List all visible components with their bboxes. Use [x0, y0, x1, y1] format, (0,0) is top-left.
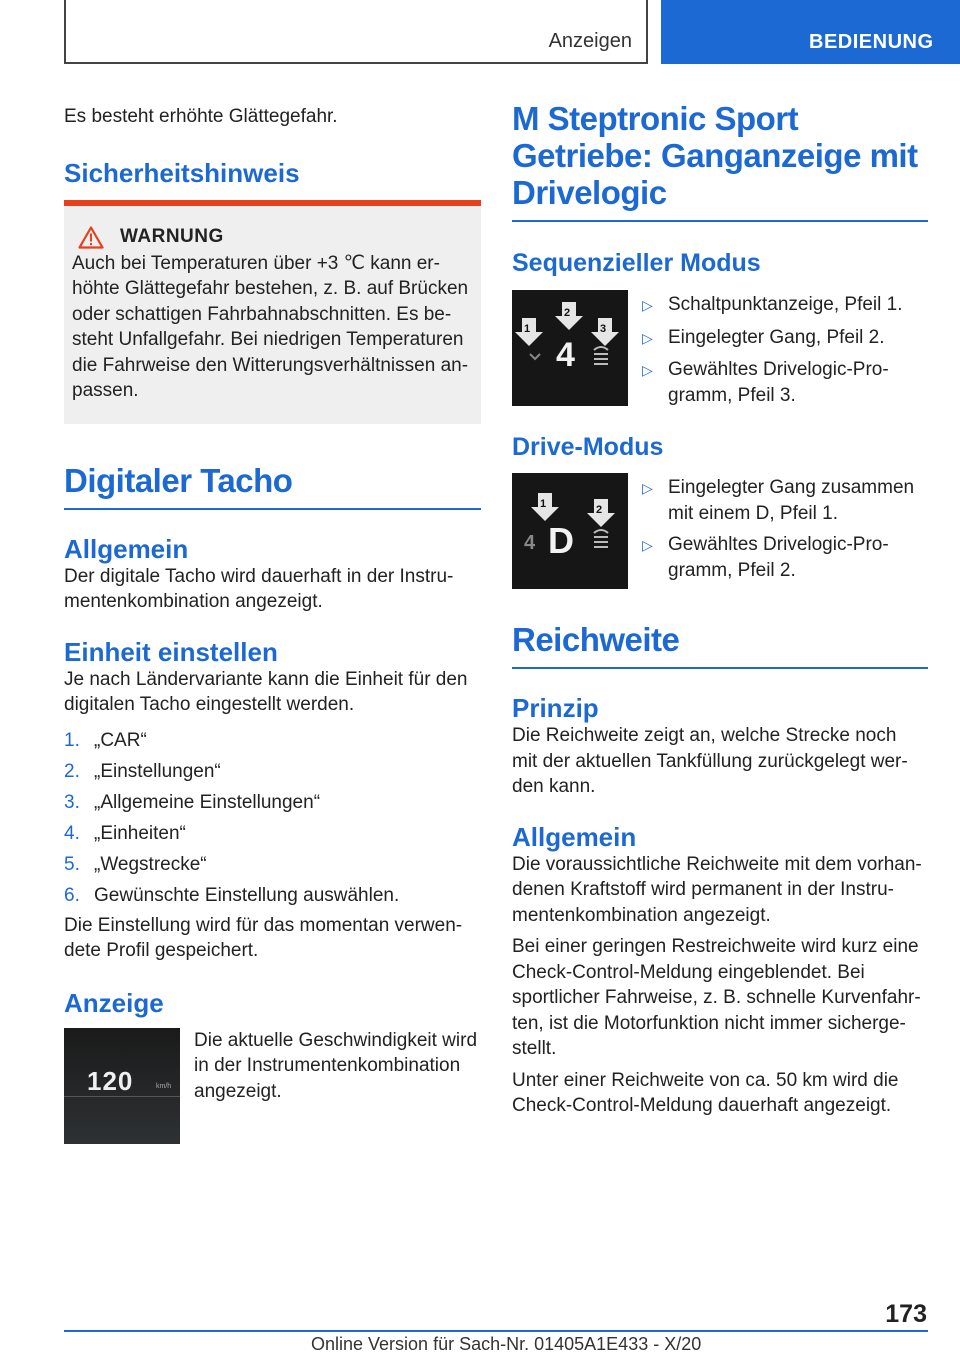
warning-triangle-icon — [78, 226, 104, 249]
intro-text: Es besteht erhöhte Glättegefahr. — [64, 106, 338, 127]
warning-body — [72, 251, 473, 404]
prinzip-line: mit der aktuellen Tankfüllung zurückgelegt wer‐ — [512, 750, 908, 772]
triangle-bullet-icon: ▷ — [642, 329, 653, 346]
header-chapter-label: BEDIENUNG — [809, 31, 934, 53]
list-item: ▷ Gewähltes Drivelogic-Pro‐ gramm, Pfeil 2. — [642, 532, 914, 583]
svg-text:2: 2 — [564, 307, 571, 319]
warning-box — [64, 200, 481, 424]
page-number: 173 — [885, 1300, 927, 1328]
warning-line: steht Unfallgefahr. Bei niedrigen Temperaturen — [72, 329, 464, 350]
prinzip-heading: Prinzip — [512, 693, 599, 723]
allgemein-line: Der digitale Tacho wird dauerhaft in der Instru‐ — [64, 565, 454, 587]
allgemein2-line: Die voraussichtliche Reichweite mit dem vorhan‐ — [512, 853, 922, 875]
allgemein2-line: sportlicher Fahrweise, z. B. schnelle Kurvenfahr‐ — [512, 987, 921, 1008]
svg-text:1: 1 — [540, 498, 547, 510]
saved-line: Die Einstellung wird für das momentan verwen‐ — [64, 914, 463, 936]
warning-line: passen. — [72, 380, 139, 401]
allgemein2-line: stellt. — [512, 1038, 557, 1059]
seq-heading: Sequenzieller Modus — [512, 249, 761, 277]
list-item: ▷ Schaltpunktanzeige, Pfeil 1. — [642, 292, 903, 319]
anzeige-line: angezeigt. — [194, 1080, 282, 1102]
allgemein2-line: denen Kraftstoff wird permanent in der Instru‐ — [512, 879, 894, 900]
drive-heading: Drive-Modus — [512, 433, 664, 461]
m-steptronic-title: M Steptronic Sport Getriebe: Ganganzeige mit Drivelogic — [512, 100, 928, 222]
list-item: 1. „CAR“ — [64, 729, 147, 751]
seq-row — [512, 290, 928, 414]
anzeige-line: in der Instrumentenkombination — [194, 1055, 461, 1076]
allgemein2-line: Check-Control-Meldung dauerhaft angezeigt. — [512, 1095, 892, 1116]
list-item: 4. „Einheiten“ — [64, 822, 186, 844]
seq-list — [642, 290, 903, 414]
anzeige-row — [64, 1028, 481, 1144]
sequential-gear-display-image — [512, 290, 628, 406]
speed-value: 120 — [87, 1065, 134, 1096]
allgemein2-line: ten, ist die Motorfunktion nicht immer sicherge‐ — [512, 1012, 906, 1034]
allgemein-heading: Allgemein — [64, 533, 189, 564]
allgemein2-line: Unter einer Reichweite von ca. 50 km wird die — [512, 1069, 899, 1091]
allgemein2-heading: Allgemein — [512, 821, 637, 852]
allgemein2-line: mentenkombination angezeigt. — [512, 904, 771, 926]
reichweite-title: Reichweite — [512, 621, 928, 669]
header-section-label: Anzeigen — [548, 30, 632, 52]
list-item: 5. „Wegstrecke“ — [64, 853, 207, 875]
svg-text:2: 2 — [596, 504, 603, 516]
list-item: ▷ Eingelegter Gang zusammen mit einem D, Pfeil 1. — [642, 475, 914, 526]
einheit-line: Je nach Ländervariante kann die Einheit für den — [64, 668, 468, 690]
prinzip-line: den kann. — [512, 776, 596, 797]
left-column — [64, 100, 481, 1144]
header-chapter-tab — [661, 0, 960, 64]
einheit-heading: Einheit einstellen — [64, 636, 278, 667]
seq-gear-value: 4 — [556, 336, 575, 374]
tacho-title: Digitaler Tacho — [64, 462, 481, 510]
allgemein2-line: Check-Control-Meldung eingeblendet. Bei — [512, 961, 865, 983]
drive-gear-display-image — [512, 473, 628, 589]
list-item: ▷ Gewähltes Drivelogic-Pro‐ gramm, Pfeil 3. — [642, 357, 903, 408]
warning-line: die Fahrweise den Witterungsverhältnissen an‐ — [72, 354, 469, 376]
footer-text: Online Version für Sach-Nr. 01405A1E433 - X/20 — [311, 1334, 702, 1354]
warning-line: oder schattigen Fahrbahnabschnitten. Es be‐ — [72, 303, 452, 325]
warning-title: WARNUNG — [120, 226, 224, 247]
right-column — [512, 100, 928, 1119]
triangle-bullet-icon: ▷ — [642, 297, 653, 313]
drive-list — [642, 473, 914, 589]
warning-line: höhte Glättegefahr bestehen, z. B. auf Brücken — [72, 278, 469, 299]
list-item: 2. „Einstellungen“ — [64, 760, 221, 782]
anzeige-heading: Anzeige — [64, 987, 164, 1018]
triangle-bullet-icon: ▷ — [642, 362, 653, 378]
prinzip-line: Die Reichweite zeigt an, welche Strecke noch — [512, 725, 897, 746]
drive-row — [512, 473, 928, 589]
drive-mode-value: D — [548, 520, 574, 561]
safety-heading: Sicherheitshinweis — [64, 157, 300, 188]
allgemein2-line: Bei einer geringen Restreichweite wird kurz eine — [512, 936, 919, 957]
header-section-tab — [64, 0, 648, 64]
triangle-bullet-icon: ▷ — [642, 537, 653, 553]
speed-unit: km/h — [156, 1082, 172, 1090]
list-item: 3. „Allgemeine Einstellungen“ — [64, 791, 321, 813]
warning-line: Auch bei Temperaturen über +3 ℃ kann er‐ — [72, 252, 440, 274]
triangle-bullet-icon: ▷ — [642, 480, 653, 496]
anzeige-line: Die aktuelle Geschwindigkeit wird — [194, 1029, 478, 1051]
svg-text:1: 1 — [524, 323, 531, 335]
drive-gear-value: 4 — [524, 532, 536, 554]
steps-list — [64, 725, 481, 911]
list-item: ▷ Eingelegter Gang, Pfeil 2. — [642, 325, 903, 352]
list-item: 6. Gewünschte Einstellung auswählen. — [64, 884, 400, 906]
footer-divider — [64, 1330, 928, 1332]
svg-text:3: 3 — [600, 323, 607, 335]
einheit-line: digitalen Tacho eingestellt werden. — [64, 694, 355, 715]
allgemein-line: mentenkombination angezeigt. — [64, 591, 323, 612]
saved-line: dete Profil gespeichert. — [64, 940, 259, 961]
speedometer-display-image — [64, 1028, 180, 1144]
